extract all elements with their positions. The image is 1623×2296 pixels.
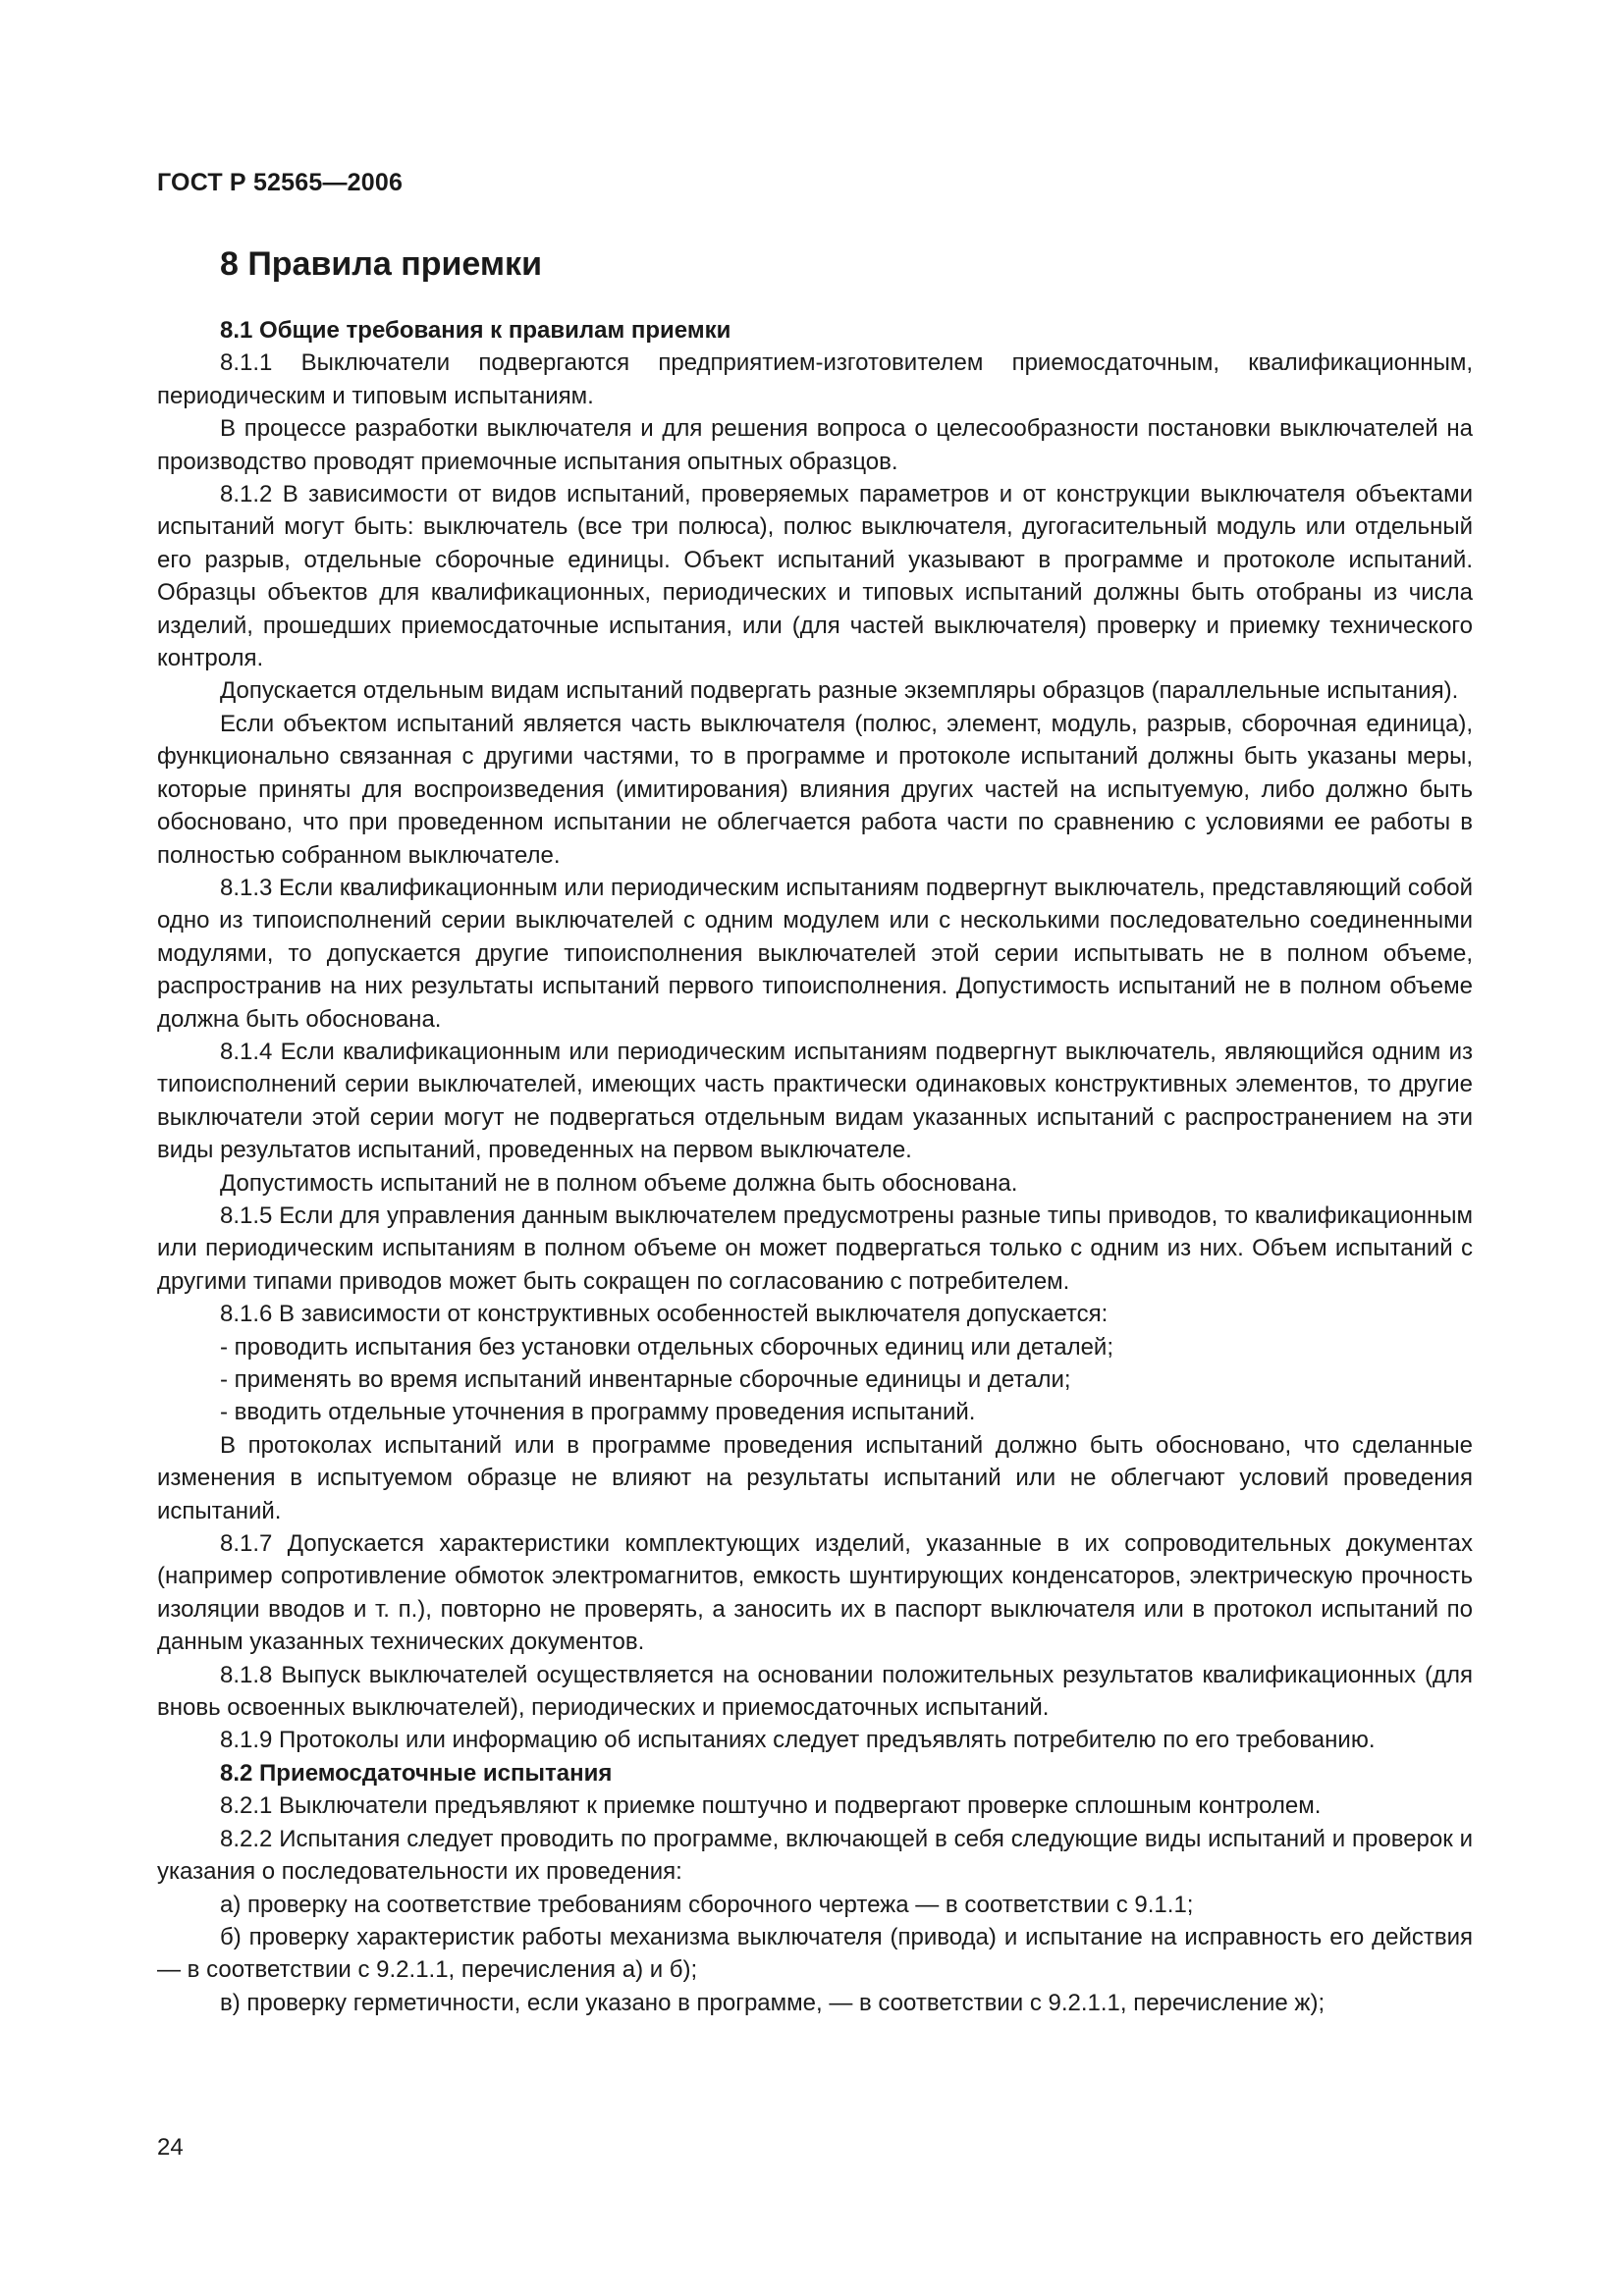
paragraph: Если объектом испытаний является часть выключателя (полюс, элемент, модуль, разрыв, сборочная единица), функционально связанная с другими частями, то в программе и протоколе испытаний должны быть указаны меры, которые приняты для воспроизведения (имитирования) влияния других частей на испытуемую, либо должно быть обосновано, что при проведенном испытании не облегчается работа части по сравнению с условиями ее работы в полностью собранном выключателе. [157,710,1473,869]
paragraph: В протоколах испытаний или в программе проведения испытаний должно быть обосновано, что сделанные изменения в испытуемом образце не влияют на результаты испытаний или не облегчают условий проведения испытаний. [157,1431,1473,1524]
paragraph: 8.1.6 В зависимости от конструктивных особенностей выключателя допускается: [220,1301,1109,1328]
paragraph: 8.1.5 Если для управления данным выключателем предусмотрены разные типы приводов, то квалификационным или периодическим испытаниям в полном объеме он может подвергаться только с одним из них. Объем испытаний с другими типами приводов может быть сокращен по согласованию с потребителем. [157,1201,1473,1295]
paragraph: 8.1.7 Допускается характеристики комплектующих изделий, указанные в их сопроводительных документах (например сопротивление обмоток электромагнитов, емкость шунтирующих конденсаторов, электрическую прочность изоляции вводов и т. п.), повторно не проверять, а заносить их в паспорт выключателя или в протокол испытаний по данным указанных технических документов. [157,1530,1473,1656]
paragraph: 8.1.8 Выпуск выключателей осуществляется на основании положительных результатов квалификационных (для вновь освоенных выключателей), периодических и приемосдаточных испытаний. [157,1661,1473,1722]
page-number: 24 [157,2134,184,2161]
subsection-heading: 8.2 Приемосдаточные испытания [220,1759,613,1787]
paragraph: - вводить отдельные уточнения в программу проведения испытаний. [220,1399,976,1426]
paragraph: Допустимость испытаний не в полном объеме должна быть обоснована. [220,1169,1018,1197]
subsection-heading: 8.1 Общие требования к правилам приемки [220,317,731,344]
paragraph: 8.1.9 Протоколы или информацию об испытаниях следует предъявлять потребителю по его требованию. [220,1727,1376,1754]
paragraph: 8.1.4 Если квалификационным или периодическим испытаниям подвергнут выключатель, являющийся одним из типоисполнений серии выключателей, имеющих часть практически одинаковых конструктивных элементов, то другие выключатели этой серии могут не подвергаться отдельным видам указанных испытаний с распространением на эти виды результатов испытаний, проведенных на первом выключателе. [157,1038,1473,1164]
body-text [157,314,1473,2019]
paragraph: В процессе разработки выключателя и для решения вопроса о целесообразности постановки выключателей на производство проводят приемочные испытания опытных образцов. [157,415,1473,475]
paragraph: - проводить испытания без установки отдельных сборочных единиц или деталей; [220,1333,1113,1361]
paragraph: 8.1.2 В зависимости от видов испытаний, проверяемых параметров и от конструкции выключателя объектами испытаний могут быть: выключатель (все три полюса), полюс выключателя, дугогасительный модуль или отдельный его разрыв, отдельные сборочные единицы. Объект испытаний указывают в программе и протоколе испытаний. Образцы объектов для квалификационных, периодических и типовых испытаний должны быть отобраны из числа изделий, прошедших приемосдаточные испытания, или (для частей выключателя) проверку и приемку технического контроля. [157,481,1473,672]
document-code-header: ГОСТ Р 52565—2006 [157,169,404,196]
paragraph: 8.1.3 Если квалификационным или периодическим испытаниям подвергнут выключатель, представляющий собой одно из типоисполнений серии выключателей с одним модулем или с несколькими последовательно соединенными модулями, то допускается другие типоисполнения выключателей этой серии испытывать не в полном объеме, распространив на них результаты испытаний первого типоисполнения. Допустимость испытаний не в полном объеме должна быть обоснована. [157,874,1473,1033]
paragraph: - применять во время испытаний инвентарные сборочные единицы и детали; [220,1366,1071,1393]
paragraph: 8.2.1 Выключатели предъявляют к приемке поштучно и подвергают проверке сплошным контролем. [220,1792,1322,1820]
paragraph: 8.2.2 Испытания следует проводить по программе, включающей в себя следующие виды испытаний и проверок и указания о последовательности их проведения: [157,1825,1473,1886]
paragraph: 8.1.1 Выключатели подвергаются предприятием-изготовителем приемосдаточным, квалификационным, периодическим и типовым испытаниям. [157,349,1473,409]
paragraph: б) проверку характеристик работы механизма выключателя (привода) и испытание на исправность его действия — в соответствии с 9.2.1.1, перечисления а) и б); [157,1923,1473,1984]
paragraph: Допускается отдельным видам испытаний подвергать разные экземпляры образцов (параллельные испытания). [220,677,1459,705]
section-title: 8 Правила приемки [220,245,542,283]
paragraph: а) проверку на соответствие требованиям сборочного чертежа — в соответствии с 9.1.1; [220,1891,1194,1918]
paragraph: в) проверку герметичности, если указано в программе, — в соответствии с 9.2.1.1, перечисление ж); [220,1989,1325,2016]
